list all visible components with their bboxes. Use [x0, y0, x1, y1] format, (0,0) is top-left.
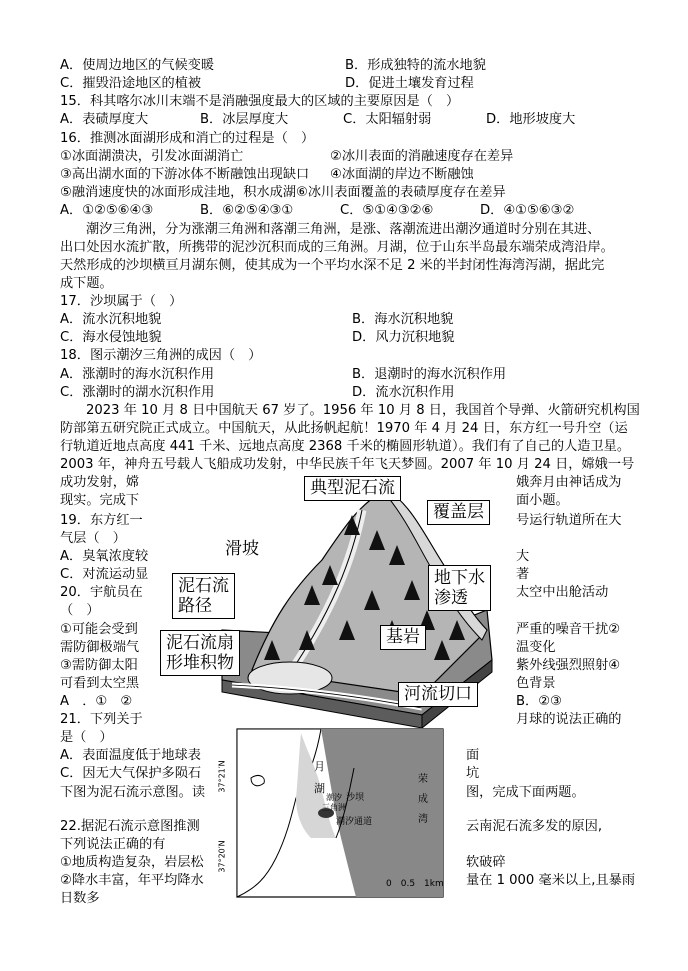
q19-stem-end: 气层（ ） [60, 531, 126, 546]
q18-option-c: C．涨潮时的湖水沉积作用 [60, 385, 215, 400]
q20-item1-left: ①可能会受到 [60, 622, 138, 637]
passage2-line3: 行轨道近地点高度 441 千米、远地点高度 2368 千米的椭圆形轨道）。我们有了自己的人造卫星。 [60, 439, 631, 454]
q16-option-d: D．④①⑤⑥③② [480, 203, 575, 218]
q16-option-c: C．⑤①④③②⑥ [340, 203, 434, 218]
q20-item4-left: 可看到太空黑 [60, 676, 140, 691]
passage2-line1: 2023 年 10 月 8 日中国航天 67 岁了。1956 年 10 月 8 日，我国首个导弹、火箭研究机构国 [86, 403, 640, 418]
passage1-line1: 潮汐三角洲，分为涨潮三角洲和落潮三角洲，是涨、落潮流进出潮汐通道时分别在其进、 [86, 222, 601, 237]
q20-item3-right: 紫外线强烈照射④ [516, 658, 621, 673]
passage2-line6-left: 现实。完成下 [60, 493, 140, 508]
q17-option-b: B．海水沉积地貌 [352, 312, 454, 327]
passage2-line5-right: 娥奔月由神话成为 [516, 475, 622, 490]
moon-lake-map [217, 728, 444, 898]
label-landslide: 滑坡 [222, 534, 262, 559]
q16-item-3: ③高出湖水面的下游冰体不断融蚀出现缺口 [60, 167, 310, 182]
passage1-line4: 成下题。 [60, 276, 113, 291]
map-sandbar: 沙坝 [346, 793, 365, 803]
option-b: B．形成独特的流水地貌 [345, 58, 486, 73]
label-groundwater [428, 565, 491, 611]
q16-option-b: B．⑥②⑤④③① [200, 203, 294, 218]
q21-stem-right: 月球的说法正确的 [516, 712, 622, 727]
label-path-line1: 泥石流 [178, 576, 229, 596]
q19-stem-right: 号运行轨道所在大 [516, 513, 622, 528]
label-groundwater-line2: 渗透 [434, 588, 468, 608]
label-river-cut: 河流切口 [398, 682, 478, 707]
q15-option-b: B．冰层厚度大 [200, 112, 289, 127]
q16-item-56: ⑤融消速度快的冰面形成洼地，积水成湖⑥冰川表面覆盖的表碛厚度存在差异 [60, 185, 506, 200]
q22-stem-left: 22.据泥石流示意图推测 [60, 819, 200, 834]
q20-stem-end: （ ） [60, 603, 100, 618]
map-scale: 0 0.5 1km [386, 879, 444, 889]
map-moon-1: 月 [314, 760, 325, 773]
q19-option-c: C．对流运动显 [60, 567, 149, 582]
q19-option-c-end: 著 [516, 567, 530, 582]
q16-option-a: A．①②⑤⑥④③ [60, 203, 154, 218]
passage2-line6-right: 面小题。 [516, 493, 569, 508]
q17-option-c: C．海水侵蚀地貌 [60, 330, 162, 345]
q18-option-d: D．流水沉积作用 [352, 385, 455, 400]
q21-stem-left: 21．下列关于 [60, 712, 143, 727]
passage2-line5-left: 成功发射，嫦 [60, 475, 140, 490]
q18-option-a: A．涨潮时的海水沉积作用 [60, 367, 215, 382]
label-fan-line1: 泥石流扇 [166, 633, 234, 653]
map-channel: 潮汐通道 [336, 817, 373, 827]
q17-option-a: A．流水沉积地貌 [60, 312, 162, 327]
q15-option-d: D．地形坡度大 [486, 112, 576, 127]
q15-option-a: A．表碛厚度大 [60, 112, 149, 127]
q18-option-b: B．退潮时的海水沉积作用 [352, 367, 507, 382]
q16-item-4: ④冰面湖的岸边不断融蚀 [330, 167, 474, 182]
q20-stem-left: 20．宇航员在 [60, 585, 143, 600]
q15-stem: 15．科其喀尔冰川末端不是消融强度最大的区域的主要原因是（ ） [60, 94, 460, 109]
q17-stem: 17．沙坝属于（ ） [60, 294, 183, 309]
q22-item1-left: ①地质构造复杂，岩层松 [60, 855, 204, 870]
option-a: A．使周边地区的气候变暖 [60, 58, 215, 73]
intro-right: 图，完成下面两题。 [466, 785, 585, 800]
passage1-line2: 出口处因水流扩散，所携带的泥沙沉积而成的三角洲。月湖，位于山东半岛最东端荣成湾沿岸。 [60, 240, 614, 255]
map-lat-1: 37°21′N [217, 760, 227, 793]
q20-stem-right: 太空中出舱活动 [516, 585, 609, 600]
q21-option-a-end: 面 [466, 748, 480, 763]
debris-flow-figure [166, 470, 494, 728]
label-fan-line2: 形堆积物 [166, 653, 234, 673]
q20-item4-right: 色背景 [516, 676, 556, 691]
q20-option-a: A ．① ② [60, 694, 133, 709]
q20-item1-right: 严重的噪音干扰② [516, 622, 621, 637]
map-bay-1: 荣 [418, 774, 428, 785]
q21-option-a: A．表面温度低于地球表 [60, 748, 201, 763]
option-d: D．促进土壤发育过程 [345, 76, 474, 91]
q15-option-c: C．太阳辐射弱 [343, 112, 432, 127]
q20-item2-left: 需防御极端气 [60, 640, 140, 655]
q22-item1-right: 软破碎 [466, 855, 506, 870]
q16-item-2: ②冰川表面的消融速度存在差异 [330, 149, 514, 164]
passage1-line3: 天然形成的沙坝横亘月湖东侧，使其成为一个平均水深不足 2 米的半封闭性海湾泻湖，据此完 [60, 258, 605, 273]
intro-left: 下图为泥石流示意图。读 [60, 785, 206, 800]
q19-stem-left: 19．东方红一 [60, 513, 143, 528]
q22-item2-right: 量在 1 000 毫米以上,且暴雨 [466, 873, 636, 888]
q20-item2-right: 温变化 [516, 640, 556, 655]
map-moon-2: 湖 [314, 782, 325, 795]
label-path-line2: 路径 [178, 596, 212, 616]
label-debris-fan [160, 630, 240, 676]
map-bay-3: 湾 [418, 814, 428, 825]
map-delta-2: 三角洲 [322, 803, 346, 812]
q20-item3-left: ③需防御太阳 [60, 658, 138, 673]
q22-item3: 日数多 [60, 891, 100, 906]
label-cover-layer: 覆盖层 [427, 500, 490, 525]
label-debris-flow-path [172, 573, 235, 619]
q22-stem-end: 下列说法正确的有 [60, 837, 166, 852]
q21-option-c-end: 坑 [466, 766, 480, 781]
q19-option-a-end: 大 [516, 549, 530, 564]
passage2-line2: 防部第五研究院正式成立。中国航天，从此扬帆起航！1970 年 4 月 24 日，东方红一号升空（运 [60, 421, 628, 436]
q16-stem: 16．推测冰面湖形成和消亡的过程是（ ） [60, 131, 315, 146]
q18-stem: 18．图示潮汐三角洲的成因（ ） [60, 348, 262, 363]
map-lat-2: 37°20′N [217, 840, 227, 873]
q20-option-b: B．②③ [516, 694, 562, 709]
option-c: C．摧毁沿途地区的植被 [60, 76, 202, 91]
q22-item2-left: ②降水丰富，年平均降水 [60, 873, 204, 888]
q19-option-a: A．臭氧浓度较 [60, 549, 149, 564]
q21-option-c: C．因无大气保护多陨石 [60, 766, 202, 781]
label-groundwater-line1: 地下水 [434, 568, 485, 588]
q16-item-1: ①冰面湖溃决，引发冰面湖消亡 [60, 149, 244, 164]
q21-stem-end: 是（ ） [60, 730, 113, 745]
label-typical-debris-flow: 典型泥石流 [304, 476, 401, 501]
map-bay-2: 成 [418, 794, 428, 805]
map-drawing [236, 728, 444, 898]
passage2-line4: 2003 年，神舟五号载人飞船成功发射，中华民族千年飞天梦圆。2007 年 10 月 24 日，嫦娥一号 [60, 457, 635, 472]
label-bedrock: 基岩 [380, 625, 426, 650]
q22-stem-right: 云南泥石流多发的原因, [466, 819, 603, 834]
q17-option-d: D．风力沉积地貌 [352, 330, 455, 345]
map-delta-1: 潮汐 [326, 793, 342, 802]
